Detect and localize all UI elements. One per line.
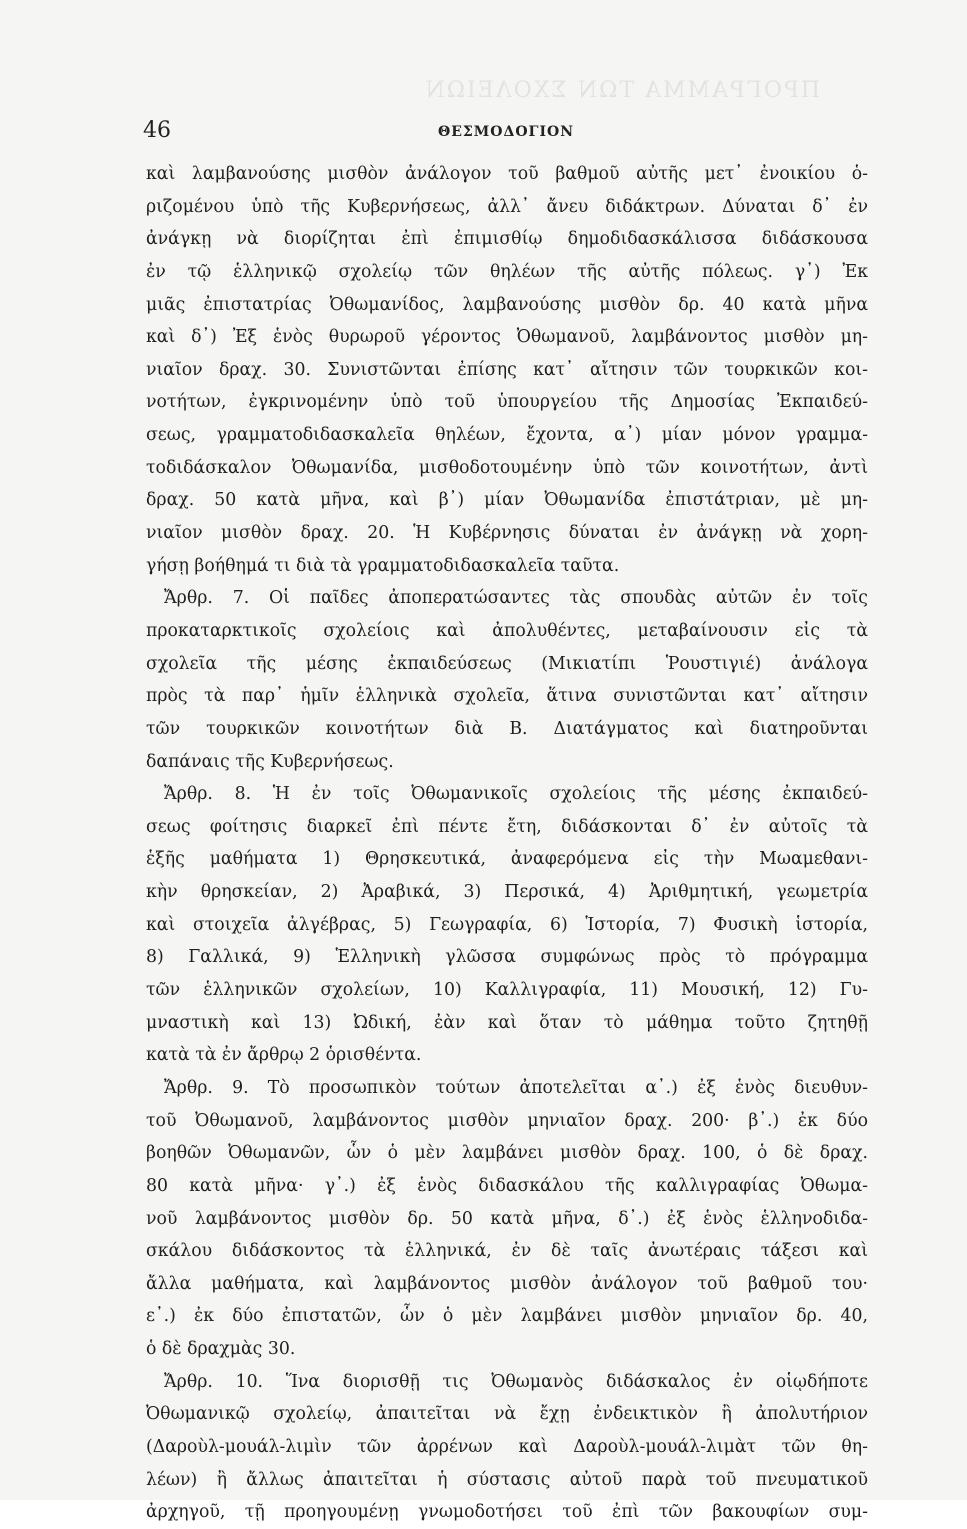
text-line: ἄλλα μαθήματα, καὶ λαμβάνοντος μισθὸν ἀνάλογον τοῦ βαθμοῦ του· bbox=[146, 1273, 868, 1294]
text-line: σεως φοίτησις διαρκεῖ ἐπὶ πέντε ἔτη, διδάσκονται δ᾽ ἐν αὐτοῖς τὰ bbox=[146, 816, 868, 837]
text-line: 80 κατὰ μῆνα· γ᾽.) ἐξ ἑνὸς διδασκάλου τῆς καλλιγραφίας Ὀθωμα- bbox=[146, 1175, 868, 1196]
text-line: ἀνάγκῃ νὰ διορίζηται ἐπὶ ἐπιμισθίῳ δημοδιδασκάλισσα διδάσκουσα bbox=[146, 229, 868, 250]
text-line: Ἄρθρ. 8. Ἡ ἐν τοῖς Ὀθωμανικοῖς σχολείοις τῆς μέσης ἐκπαιδεύ- bbox=[164, 784, 868, 805]
text-line: ὁ δὲ δραχμὰς 30. bbox=[146, 1339, 296, 1360]
text-line: μναστικὴ καὶ 13) Ὠδική, ἐὰν καὶ ὅταν τὸ μάθημα τοῦτο ζητηθῇ bbox=[146, 1012, 868, 1033]
text-line: τῶν τουρκικῶν κοινοτήτων διὰ Β. Διατάγματος καὶ διατηροῦνται bbox=[146, 718, 868, 739]
page-number: 46 bbox=[143, 118, 171, 143]
text-line: κὴν θρησκείαν, 2) Ἀραβικά, 3) Περσικά, 4) Ἀριθμητική, γεωμετρία bbox=[146, 882, 868, 903]
text-line: Ἄρθρ. 9. Τὸ προσωπικὸν τούτων ἀποτελεῖται α᾽.) ἐξ ἑνὸς διευθυν- bbox=[164, 1077, 868, 1098]
text-line: Ἄρθρ. 7. Οἱ παῖδες ἀποπερατώσαντες τὰς σπουδὰς αὐτῶν ἐν τοῖς bbox=[164, 588, 868, 609]
text-line: βοηθῶν Ὀθωμανῶν, ὧν ὁ μὲν λαμβάνει μισθὸν δραχ. 100, ὁ δὲ δραχ. bbox=[146, 1143, 868, 1164]
text-line: καὶ λαμβανούσης μισθὸν ἀνάλογον τοῦ βαθμοῦ αὐτῆς μετ᾽ ἐνοικίου ὁ- bbox=[146, 164, 868, 184]
text-line: λέων) ἢ ἄλλως ἀπαιτεῖται ἡ σύστασις αὐτοῦ παρὰ τοῦ πνευματικοῦ bbox=[146, 1469, 868, 1490]
text-line: τοδιδάσκαλον Ὀθωμανίδα, μισθοδοτουμένην ὑπὸ τῶν κοινοτήτων, ἀντὶ bbox=[146, 457, 868, 478]
text-line: ἀρχηγοῦ, τῇ προηγουμένῃ γνωμοδοτήσει τοῦ ἐπὶ τῶν βακουφίων συμ- bbox=[146, 1502, 868, 1523]
text-line: προκαταρκτικοῖς σχολείοις καὶ ἀπολυθέντες, μεταβαίνουσιν εἰς τὰ bbox=[146, 620, 868, 641]
running-title: ΘΕΣΜΟΔΟΓΙΟΝ bbox=[438, 124, 574, 140]
text-line: δαπάναις τῆς Κυβερνήσεως. bbox=[146, 751, 394, 772]
text-line: σχολεῖα τῆς μέσης ἐκπαιδεύσεως (Μικιατίπι Ῥουστιγιέ) ἀνάλογα bbox=[146, 653, 868, 674]
text-line: κατὰ τὰ ἐν ἄρθρῳ 2 ὁρισθέντα. bbox=[146, 1045, 422, 1066]
text-line: νιαῖον δραχ. 30. Συνιστῶνται ἐπίσης κατ᾽ αἴτησιν τῶν τουρκικῶν κοι- bbox=[146, 359, 868, 380]
text-line: γήσῃ βοήθημά τι διὰ τὰ γραμματοδιδασκαλεῖα ταῦτα. bbox=[146, 555, 620, 576]
text-line: τοῦ Ὀθωμανοῦ, λαμβάνοντος μισθὸν μηνιαῖον δραχ. 200· β᾽.) ἐκ δύο bbox=[146, 1110, 868, 1131]
text-line: σεως, γραμματοδιδασκαλεῖα θηλέων, ἔχοντα, α᾽) μίαν μόνον γραμμα- bbox=[146, 425, 868, 446]
text-line: (Δαροὺλ-μουάλ-λιμὶν τῶν ἀρρένων καὶ Δαροὺλ-μουάλ-λιμὰτ τῶν θη- bbox=[146, 1436, 868, 1457]
page-header bbox=[143, 118, 869, 148]
text-line: ε᾽.) ἐκ δύο ἐπιστατῶν, ὧν ὁ μὲν λαμβάνει μισθὸν μηνιαῖον δρ. 40, bbox=[146, 1306, 868, 1327]
text-line: 8) Γαλλικά, 9) Ἑλληνικὴ γλῶσσα συμφώνως πρὸς τὸ πρόγραμμα bbox=[146, 947, 868, 968]
text-line: καὶ δ᾽) Ἐξ ἑνὸς θυρωροῦ γέροντος Ὀθωμανοῦ, λαμβάνοντος μισθὸν μη- bbox=[146, 327, 868, 348]
show-through-from-reverse: ΠΡΟΓΡΑΜΜΑ ΤΩΝ ΣΧΟΛΕΙΩΝ bbox=[423, 78, 820, 103]
text-line: νοῦ λαμβάνοντος μισθὸν δρ. 50 κατὰ μῆνα, δ᾽.) ἐξ ἑνὸς ἑλληνοδιδα- bbox=[146, 1208, 868, 1229]
text-line: τῶν ἑλληνικῶν σχολείων, 10) Καλλιγραφία, 11) Μουσική, 12) Γυ- bbox=[146, 980, 868, 1001]
text-line: Ἄρθρ. 10. Ἵνα διορισθῇ τις Ὀθωμανὸς διδάσκαλος ἐν οἱῳδήποτε bbox=[164, 1371, 868, 1392]
text-line: νιαῖον μισθὸν δραχ. 20. Ἡ Κυβέρνησις δύναται ἐν ἀνάγκῃ νὰ χορη- bbox=[146, 523, 868, 544]
text-line: ἑξῆς μαθήματα 1) Θρησκευτικά, ἀναφερόμενα εἰς τὴν Μωαμεθανι- bbox=[146, 849, 868, 870]
body-text bbox=[146, 158, 868, 1529]
text-line: καὶ στοιχεῖα ἀλγέβρας, 5) Γεωγραφία, 6) Ἱστορία, 7) Φυσικὴ ἱστορία, bbox=[146, 914, 868, 935]
text-line: ἐν τῷ ἑλληνικῷ σχολείῳ τῶν θηλέων τῆς αὐτῆς πόλεως. γ᾽) Ἐκ bbox=[146, 261, 868, 282]
text-line: Ὀθωμανικῷ σχολείῳ, ἀπαιτεῖται νὰ ἔχῃ ἐνδεικτικὸν ἢ ἀπολυτήριον bbox=[146, 1404, 868, 1425]
text-line: σκάλου διδάσκοντος τὰ ἑλληνικά, ἐν δὲ ταῖς ἀνωτέραις τάξεσι καὶ bbox=[146, 1241, 868, 1262]
text-line: ριζομένου ὑπὸ τῆς Κυβερνήσεως, ἀλλ᾽ ἄνευ διδάκτρων. Δύναται δ᾽ ἐν bbox=[146, 196, 868, 217]
text-line: πρὸς τὰ παρ᾽ ἡμῖν ἑλληνικὰ σχολεῖα, ἅτινα συνιστῶνται κατ᾽ αἴτησιν bbox=[146, 686, 868, 707]
text-line: δραχ. 50 κατὰ μῆνα, καὶ β᾽) μίαν Ὀθωμανίδα ἐπιστάτριαν, μὲ μη- bbox=[146, 490, 868, 511]
text-line: μιᾶς ἐπιστατρίας Ὀθωμανίδος, λαμβανούσης μισθὸν δρ. 40 κατὰ μῆνα bbox=[146, 294, 868, 315]
text-line: νοτήτων, ἐγκρινομένην ὑπὸ τοῦ ὑπουργείου τῆς Δημοσίας Ἐκπαιδεύ- bbox=[146, 392, 868, 413]
